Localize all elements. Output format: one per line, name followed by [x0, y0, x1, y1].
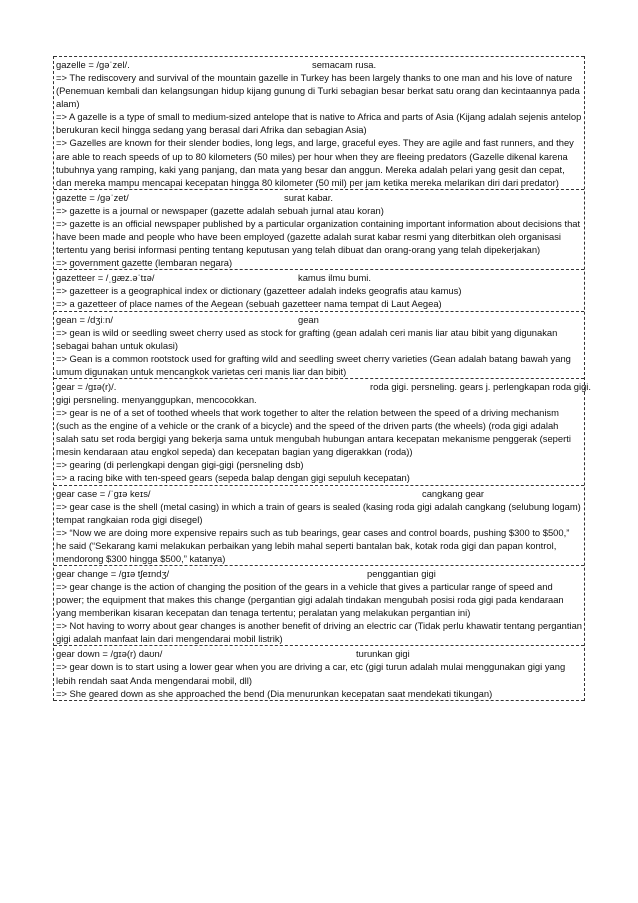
headword: gear change = /ɡɪə tʃeɪndʒ/ — [56, 568, 170, 579]
headword-translation: surat kabar. — [284, 191, 333, 203]
headword-translation: roda gigi. persneling. gears j. perlengkapan roda gigi. — [370, 380, 591, 392]
entry-example-line: => a gazetteer of place names of the Aegean (sebuah gazetteer nama tempat di Laut Aegea) — [56, 298, 442, 310]
headword: gazette = /ɡəˈzet/ — [56, 191, 129, 203]
entry-example-line: => gazetteer is a geographical index or dictionary (gazetteer adalah indeks geografis atau kamus) — [56, 285, 462, 297]
entry-example-line: => gear down is to start using a lower gear when you are driving a car, etc (gigi turun adalah mulai menggunakan gigi yang lebih rendah saat Anda mengendarai mobil, dll) — [56, 661, 566, 686]
entry-example-line: => “Now we are doing more expensive repairs such as tub bearings, gear cases and control boards, pushing $300 to $500,” he said (“Sekarang kami melakukan perbaikan yang lebih mahal seperti bantalan bak, kotak roda gigi dan papan kontrol, mendorong $300 hingga $500,” katanya) — [56, 526, 570, 564]
entry-example-line: => gear change is the action of changing the position of the gears in a vehicle that gives a particular range of speed and power; the equipment that makes this change (pergantian gigi adalah tindakan mengubah posisi roda gigi pada kendaraan yang memberikan kisaran kecepatan dan tenaga tertentu; peralatan yang melakukan pergantian ini) — [56, 581, 564, 619]
dictionary-entry — [54, 269, 584, 310]
dictionary-entry — [54, 645, 584, 700]
dictionary-entry — [54, 485, 584, 565]
entry-example-line: => gazette is a journal or newspaper (gazette adalah sebuah jurnal atau koran) — [56, 204, 384, 216]
dictionary-entry — [54, 189, 584, 269]
entry-example-line: => gean is wild or seedling sweet cherry used as stock for grafting (gean adalah ceri manis liar atau bibit yang digunakan sebagai bahan untuk okulasi) — [56, 326, 558, 351]
entry-example-line: => a racing bike with ten-speed gears (sepeda balap dengan gigi sepuluh kecepatan) — [56, 472, 410, 484]
dictionary-entry — [54, 56, 584, 189]
dictionary-entry — [54, 311, 584, 378]
headword-translation: turunkan gigi — [356, 648, 410, 660]
headword-translation: semacam rusa. — [312, 59, 377, 70]
entry-example-line: => government gazette (lembaran negara) — [56, 257, 233, 269]
headword: gear = /ɡɪə(r)/. — [56, 380, 117, 392]
entry-example-line: gigi persneling. menyanggupkan, mencocokkan. — [56, 393, 257, 405]
headword: gear case = /ˈɡɪə keɪs/ — [56, 487, 151, 499]
entry-headword-row — [54, 379, 591, 393]
entry-headword-row — [54, 190, 584, 204]
entry-headword-row — [54, 270, 584, 284]
entry-example-line: => Gean is a common rootstock used for grafting wild and seedling sweet cherry varieties (Gean adalah batang bawah yang umum digunakan untuk mencangkok varietas ceri manis liar dan bibit) — [56, 352, 571, 377]
entry-example-line: => The rediscovery and survival of the mountain gazelle in Turkey has been largely thanks to one man and his love of nature (Penemuan kembali dan kelangsungan hidup kijang gunung di Turki sebagian besar berkat satu orang dan kecintaannya pada alam) — [56, 72, 580, 110]
entry-example-line: => gear is ne of a set of toothed wheels that work together to alter the relation between the speed of a driving mechanism (such as the engine of a vehicle or the crank of a bicycle) and the speed of the driven parts (the wheels) (roda gigi adalah salah satu set roda bergigi yang bekerja sama untuk mengubah hubungan antara kecepatan mekanisme penggerak (seperti mesin kendaraan atau engkol sepeda) dan kecepatan bagian yang digerakkan (roda)) — [56, 406, 571, 458]
entry-example-line: => gear case is the shell (metal casing) in which a train of gears is sealed (kasing roda gigi adalah cangkang (selubung logam) tempat rangkaian roda gigi disegel) — [56, 500, 581, 525]
headword: gazelle = /gəˈzel/. — [56, 59, 130, 70]
entry-headword-row — [54, 312, 584, 326]
entry-example-line: => A gazelle is a type of small to medium-sized antelope that is native to Africa and parts of Asia (Kijang adalah sejenis antelop berukuran kecil hingga sedang yang berasal dari Afrika dan sebagian Asia) — [56, 111, 582, 136]
headword: gazetteer = /ˌɡæz.əˈtɪə/ — [56, 272, 155, 284]
headword-translation: gean — [298, 313, 319, 325]
headword-translation: cangkang gear — [422, 487, 485, 499]
entry-example-line: => Gazelles are known for their slender bodies, long legs, and large, graceful eyes. They are agile and fast runners, and they are able to reach speeds of up to 80 kilometers (50 miles) per hour when they are fleeing predators (Gazelle dikenal karena tubuhnya yang ramping, kaki yang panjang, dan mata yang besar dan anggun. Mereka adalah pelari yang gesit dan cepat, dan mereka mampu mencapai kecepatan hingga 80 kilometer (50 mil) per jam ketika mereka melarikan diri dari predator) — [56, 137, 574, 188]
headword-translation: kamus ilmu bumi. — [298, 272, 371, 284]
dictionary-document — [53, 56, 591, 701]
entry-example-line: => gearing (di perlengkapi dengan gigi-gigi (persneling dsb) — [56, 459, 304, 471]
headword: gear down = /ɡɪə(r) daʊn/ — [56, 648, 163, 660]
dictionary-entry — [54, 565, 584, 645]
entry-example-line: => gazette is an official newspaper published by a particular organization containing important information about decisions that have been made and people who have been employed (gazette adalah surat kabar resmi yang diterbitkan oleh organisasi tertentu yang berisi informasi penting tentang keputusan yang telah dibuat dan orang-orang yang telah dipekerjakan) — [56, 217, 581, 256]
entry-headword-row — [54, 566, 584, 580]
entry-headword-row — [54, 646, 584, 660]
entry-example-line: => She geared down as she approached the bend (Dia menurunkan kecepatan saat mendekati tikungan) — [56, 687, 493, 699]
entry-example-line: => Not having to worry about gear changes is another benefit of driving an electric car (Tidak perlu khawatir tentang pergantian gigi adalah manfaat lain dari mengendarai mobil listrik) — [56, 620, 582, 645]
entry-headword-row — [54, 486, 584, 500]
entry-headword-row — [54, 57, 584, 71]
headword-translation: penggantian gigi — [367, 568, 436, 579]
headword: gean = /dʒiːn/ — [56, 313, 113, 325]
dictionary-entry — [54, 378, 591, 485]
